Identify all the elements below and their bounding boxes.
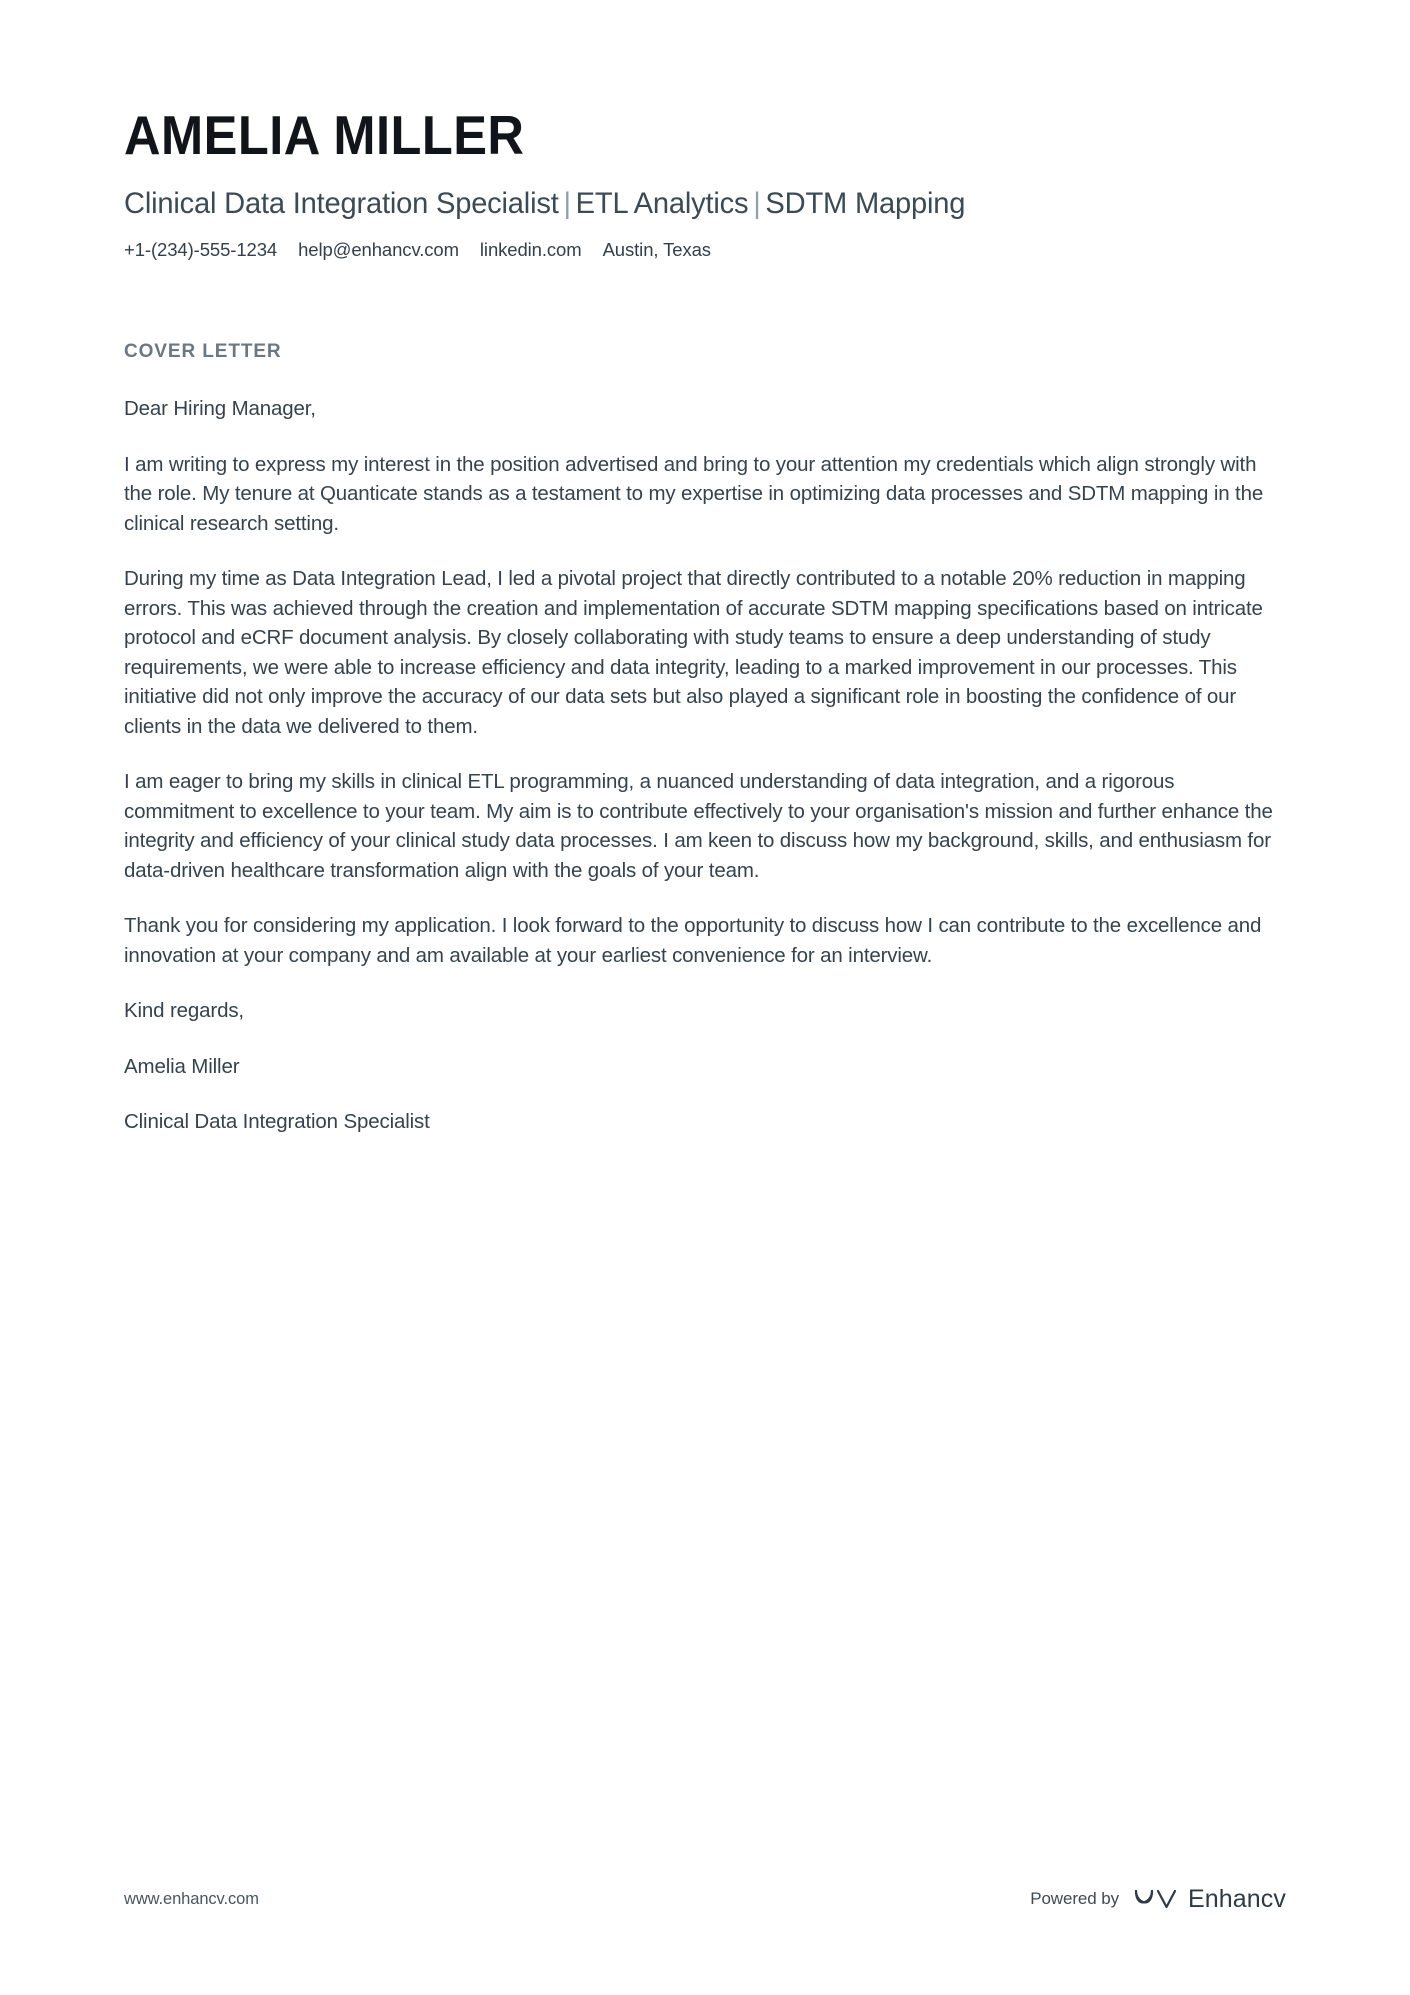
letter-salutation: Dear Hiring Manager, <box>124 397 316 420</box>
letter-paragraph-2: During my time as Data Integration Lead, I led a pivotal project that directly contributed to a notable 20% reduction in mapping errors. This was achieved through the creation and implementation of accurate SDTM mapping specifications based on intricate protocol and eCRF document analysis. By closely collaborating with study teams to ensure a deep understanding of study requirements, we were able to increase efficiency and data integrity, leading to a marked improvement in our processes. This initiative did not only improve the accuracy of our data sets but also played a significant role in boosting the confidence of our clients in the data we delivered to them. <box>124 567 1263 738</box>
headline-part-3: SDTM Mapping <box>765 187 966 220</box>
footer-website[interactable]: www.enhancv.com <box>124 1890 259 1908</box>
letter-signature-title: Clinical Data Integration Specialist <box>124 1110 430 1133</box>
letter-signature-name: Amelia Miller <box>124 1054 240 1078</box>
enhancv-wordmark: Enhancv <box>1188 1885 1286 1913</box>
contact-location: Austin, Texas <box>602 239 711 260</box>
page-title: AMELIA MILLER <box>124 104 525 166</box>
header-block <box>124 104 1289 262</box>
document-content <box>124 104 1289 1137</box>
letter-paragraph-4: Thank you for considering my application. I look forward to the opportunity to discuss how I can contribute to the excellence and innovation at your company and am available at your earliest convenience for an interview. <box>124 914 1262 967</box>
headline-part-1: Clinical Data Integration Specialist <box>124 187 559 220</box>
contact-row <box>124 238 1289 262</box>
letter-paragraph-1: I am writing to express my interest in the position advertised and bring to your attention my credentials which align strongly with the role. My tenure at Quanticate stands as a testament to my expertise in optimizing data processes and SDTM mapping in the clinical research setting. <box>124 452 1264 535</box>
section-title-cover-letter: COVER LETTER <box>124 341 282 362</box>
footer-branding <box>1030 1885 1286 1913</box>
letter-paragraph-3: I am eager to bring my skills in clinical ETL programming, a nuanced understanding of data integration, and a rigorous commitment to excellence to your team. My aim is to contribute effectively to your organisation's mission and further enhance the integrity and efficiency of your clinical study data processes. I am keen to discuss how my background, skills, and enthusiasm for data-driven healthcare transformation align with the goals of your team. <box>124 770 1273 882</box>
headline-separator-2: | <box>753 187 761 220</box>
contact-email[interactable]: help@enhancv.com <box>298 239 459 260</box>
contact-linkedin[interactable]: linkedin.com <box>479 239 582 260</box>
headline-part-2: ETL Analytics <box>575 187 749 220</box>
powered-by-label: Powered by <box>1030 1889 1119 1908</box>
letter-body <box>124 394 1284 1137</box>
headline-separator-1: | <box>563 187 571 220</box>
professional-headline <box>124 186 1254 222</box>
contact-phone: +1-(234)-555-1234 <box>124 239 278 260</box>
enhancv-logo[interactable] <box>1133 1885 1286 1913</box>
letter-closing: Kind regards, <box>124 999 244 1022</box>
enhancv-infinity-icon <box>1133 1886 1179 1912</box>
page-footer <box>0 1879 1410 1919</box>
